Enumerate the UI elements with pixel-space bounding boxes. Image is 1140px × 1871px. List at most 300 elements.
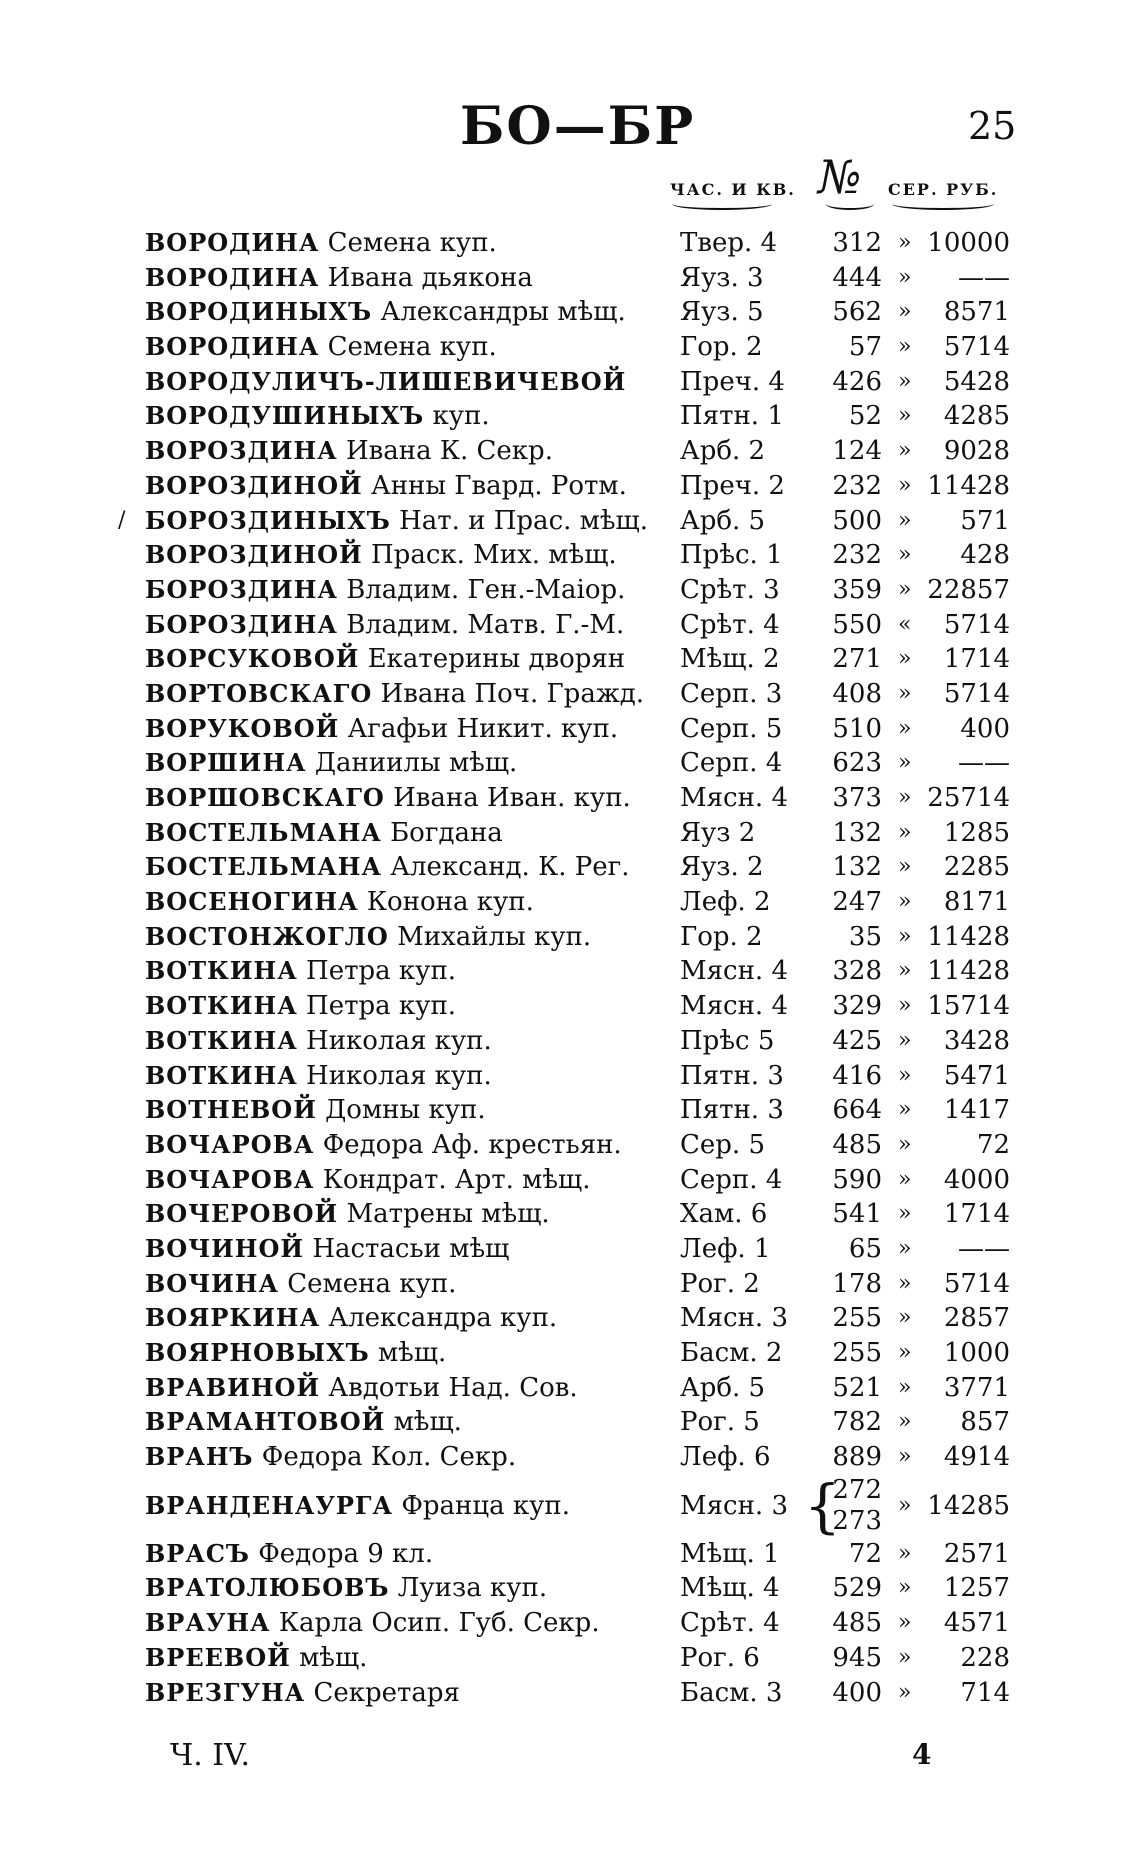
entry-surname: ВОРОДИНЫХЪ (145, 297, 373, 327)
entry-number: 178 (832, 1268, 882, 1299)
entry-surname: ВРАМАНТОВОЙ (145, 1407, 386, 1437)
entry-details: Франца куп. (401, 1490, 571, 1521)
entry-number: 889 (832, 1442, 882, 1473)
entry-price: 1714 (943, 1199, 1010, 1230)
entry-part: Прѣс 5 (680, 1025, 775, 1056)
entry-name (145, 365, 626, 400)
entry-price: 4285 (943, 401, 1010, 432)
list-item (0, 1059, 1140, 1094)
entry-number: 521 (832, 1372, 882, 1403)
entry-separator: » (898, 299, 912, 325)
entry-details: Домны куп. (325, 1095, 486, 1126)
entry-details: Богдана (390, 817, 503, 848)
entry-name (145, 1232, 509, 1267)
entry-part: Басм. 3 (680, 1677, 783, 1708)
list-item (0, 226, 1140, 261)
entry-part: Леф. 1 (680, 1233, 771, 1264)
entry-details: Нат. и Прас. мѣщ. (399, 505, 648, 536)
entry-details: Владим. Ген.-Маіор. (346, 574, 626, 605)
entry-number: 232 (832, 540, 882, 571)
list-item (0, 850, 1140, 885)
page-title: БО—БР (460, 96, 696, 157)
entry-part: Леф. 6 (680, 1442, 771, 1473)
list-item (0, 920, 1140, 955)
entry-surname: ВОСЕНОГИНА (145, 887, 359, 917)
list-item (0, 1471, 1140, 1540)
list-item (0, 399, 1140, 434)
entry-surname: ВОЯРКИНА (145, 1303, 321, 1333)
entry-price: 4571 (943, 1608, 1010, 1639)
entry-number: 329 (832, 991, 882, 1022)
entry-separator: » (898, 1610, 912, 1636)
entry-surname: ВОСТЕЛЬМАНА (145, 817, 382, 847)
entry-part: Арб. 5 (680, 1372, 766, 1403)
entry-surname: ВРАВИНОЙ (145, 1372, 321, 1402)
list-item (0, 608, 1140, 643)
entry-surname: ВОЧИНА (145, 1268, 280, 1298)
entry-name (145, 1475, 570, 1537)
list-item (0, 1676, 1140, 1711)
entry-price: 2285 (943, 852, 1010, 883)
entry-part: Рог. 5 (680, 1407, 760, 1438)
entry-price: 11428 (927, 956, 1010, 987)
entry-price: 571 (960, 505, 1010, 536)
entry-part: Рог. 6 (680, 1642, 760, 1673)
list-item (0, 1267, 1140, 1302)
entry-separator: » (898, 1492, 912, 1518)
list-item (0, 538, 1140, 573)
entry-number: 65 (848, 1233, 882, 1264)
entry-number: 485 (832, 1129, 882, 1160)
entry-separator: » (898, 1131, 912, 1157)
entry-details: Ивана Иван. куп. (393, 783, 631, 813)
entry-price: 4914 (943, 1442, 1010, 1473)
entry-separator: » (898, 854, 912, 880)
entry-surname: ВОТКИНА (145, 1025, 298, 1055)
entry-price: 714 (960, 1677, 1010, 1708)
entry-part: Мясн. 3 (680, 1303, 788, 1334)
entry-details: Александ. К. Рег. (390, 852, 630, 883)
entry-part: Басм. 2 (680, 1338, 783, 1368)
entry-name (145, 920, 591, 955)
entry-price: 8571 (943, 297, 1010, 328)
entry-price: 25714 (927, 783, 1010, 813)
list-item (0, 1093, 1140, 1128)
entry-surname: ВРЕЗГУНА (145, 1677, 306, 1707)
entry-details: Федора Аф. крестьян. (322, 1129, 622, 1160)
entry-part: Срѣт. 3 (680, 574, 780, 605)
entry-price: 72 (976, 1129, 1010, 1160)
entry-number: 247 (832, 887, 882, 918)
entry-number: 255 (832, 1338, 882, 1368)
entry-surname: БОРОЗДИНА (145, 574, 338, 604)
entry-number: 444 (832, 262, 882, 293)
column-header-number: № (818, 150, 862, 204)
entry-details: Николая куп. (306, 1060, 492, 1091)
list-item (0, 330, 1140, 365)
entry-separator: » (898, 785, 912, 810)
entry-separator: » (898, 646, 912, 672)
entry-part: Преч. 4 (680, 366, 785, 397)
list-item (0, 954, 1140, 989)
entry-part: Хам. 6 (680, 1199, 768, 1230)
entry-details: Николая куп. (306, 1025, 492, 1056)
entry-details: Петра куп. (306, 956, 457, 987)
curly-brace: { (804, 1471, 841, 1540)
entry-surname: ВОРСУКОВОЙ (145, 644, 360, 674)
entry-surname: ВОРОДИНА (145, 332, 320, 362)
list-item (0, 1301, 1140, 1336)
entry-details: Федора 9 кл. (258, 1538, 434, 1569)
entry-name (145, 1301, 557, 1336)
entry-details: мѣщ. (377, 1338, 447, 1368)
entry-separator: » (898, 1679, 912, 1705)
entry-part: Преч. 2 (680, 470, 785, 501)
entry-details: Федора Кол. Секр. (261, 1442, 517, 1473)
entry-number: 541 (832, 1199, 882, 1230)
entry-number: 408 (832, 678, 882, 709)
entry-number: 373 (832, 783, 882, 813)
entry-part: Сер. 5 (680, 1129, 765, 1160)
entry-part: Мѣщ. 1 (680, 1538, 780, 1569)
list-item (0, 816, 1140, 851)
entry-details: Михайлы куп. (397, 921, 592, 952)
entry-part: Серп. 3 (680, 678, 783, 709)
entry-surname: ВОЧАРОВА (145, 1129, 315, 1159)
list-item (0, 1128, 1140, 1163)
entry-surname: ВОРОЗДИНОЙ (145, 470, 363, 500)
entry-price: —— (958, 262, 1010, 293)
entry-number: 232 (832, 470, 882, 501)
entry-part: Мѣщ. 2 (680, 644, 780, 675)
list-item (0, 677, 1140, 712)
entry-surname: ВОЧАРОВА (145, 1164, 315, 1194)
entry-price: 3771 (943, 1372, 1010, 1403)
entry-separator: » (898, 576, 912, 602)
entry-number: 328 (832, 956, 882, 987)
entry-number: 72 (848, 1538, 882, 1569)
entry-price: 5714 (943, 678, 1010, 709)
entry-separator: » (898, 1062, 912, 1088)
entry-number: 510 (832, 713, 882, 744)
entry-details: Ивана Поч. Гражд. (380, 678, 645, 709)
entry-price: 4000 (943, 1164, 1010, 1195)
column-header-part: ЧАС. И КВ. (670, 180, 796, 199)
entry-name (145, 1024, 492, 1059)
entry-part: Срѣт. 4 (680, 609, 780, 640)
entry-price: 228 (960, 1642, 1010, 1673)
entry-details: Александра куп. (328, 1303, 558, 1334)
list-item (0, 1641, 1140, 1676)
entry-details: Семена куп. (327, 332, 497, 363)
entry-price: 11428 (927, 470, 1010, 501)
entry-number: 52 (848, 401, 882, 432)
entry-separator: » (898, 715, 912, 741)
entry-number: 132 (832, 852, 882, 883)
entry-separator: » (898, 507, 912, 533)
entry-price: 2857 (943, 1303, 1010, 1334)
entry-surname: ВОРОЗДИНА (145, 436, 338, 466)
entry-number: 255 (832, 1303, 882, 1334)
list-item (0, 1440, 1140, 1475)
entry-price: 400 (960, 713, 1010, 744)
entry-separator: » (898, 403, 912, 429)
entry-separator: » (898, 472, 912, 498)
entry-details: Ивана К. Секр. (345, 436, 553, 467)
entry-surname: ВРАНЪ (145, 1442, 254, 1472)
entry-details: Даниилы мѣщ. (314, 748, 518, 779)
entry-details: Луиза куп. (397, 1573, 548, 1604)
entry-price: 2571 (943, 1538, 1010, 1569)
entry-separator: » (898, 819, 912, 845)
entry-surname: ВОРОЗДИНОЙ (145, 540, 363, 570)
entry-part: Серп. 4 (680, 1164, 783, 1195)
entry-price: 857 (960, 1407, 1010, 1438)
footer-sheet-number: 4 (912, 1738, 932, 1771)
entry-name (145, 642, 625, 677)
entry-separator: » (898, 1340, 912, 1365)
entry-number: 35 (848, 921, 882, 952)
entry-price: 15714 (927, 991, 1010, 1022)
entry-surname: БОРОЗДИНА (145, 609, 338, 639)
entry-part: Твер. 4 (680, 228, 778, 258)
list-item (0, 1371, 1140, 1406)
entry-details: мѣщ. (393, 1407, 462, 1438)
entry-part: Яуз 2 (680, 817, 756, 848)
entry-surname: ВОРОДУЛИЧЪ-ЛИШЕВИЧЕВОЙ (145, 366, 627, 396)
entry-details: Анны Гвард. Ротм. (371, 470, 627, 501)
entry-surname: ВОСТОНЖОГЛО (145, 921, 389, 951)
entry-price: 5428 (943, 366, 1010, 397)
entry-details: Екатерины дворян (367, 644, 626, 675)
entry-price: —— (958, 1233, 1010, 1264)
entry-details: Семена куп. (327, 228, 497, 258)
list-item (0, 781, 1140, 816)
entry-name (145, 1606, 600, 1641)
entry-details: Ивана дьякона (327, 262, 533, 293)
entry-price: —— (958, 748, 1010, 779)
entry-separator: » (898, 1201, 912, 1227)
entry-surname: ВРАУНА (145, 1608, 271, 1638)
entry-separator: » (898, 438, 912, 464)
entry-surname: ВОРОДУШИНЫХЪ (145, 401, 425, 431)
entry-name (145, 781, 631, 816)
entry-surname: ВРАСЪ (145, 1538, 250, 1568)
entry-details: Петра куп. (306, 991, 457, 1022)
entry-separator: » (898, 1374, 912, 1400)
entry-name (145, 538, 617, 573)
entry-separator: » (898, 1027, 912, 1053)
entry-name (145, 1571, 547, 1606)
entry-number: 272 (832, 1474, 882, 1505)
entry-surname: ВОТКИНА (145, 956, 298, 986)
entry-number: 400 (832, 1677, 882, 1708)
entry-separator: » (898, 334, 912, 360)
list-item (0, 504, 1140, 539)
list-item (0, 434, 1140, 469)
entry-part: Прѣс. 1 (680, 540, 783, 571)
entry-details: Настасьи мѣщ (312, 1233, 510, 1264)
entry-number: 426 (832, 366, 882, 397)
brace-divider (892, 198, 994, 210)
entry-price: 1257 (943, 1573, 1010, 1604)
entry-details: Матрены мѣщ. (346, 1199, 550, 1230)
entry-surname: ВОРОДИНА (145, 228, 320, 257)
list-item (0, 1232, 1140, 1267)
entry-number: 132 (832, 817, 882, 848)
brace-divider (826, 198, 874, 210)
entry-part: Арб. 5 (680, 505, 766, 536)
entry-number: 664 (832, 1095, 882, 1126)
entry-name (145, 1267, 456, 1302)
entry-separator: » (898, 958, 912, 984)
entry-name (145, 330, 497, 365)
entry-number: 312 (832, 228, 882, 258)
list-item (0, 469, 1140, 504)
entry-number: 500 (832, 505, 882, 536)
list-item (0, 365, 1140, 400)
entry-price: 428 (960, 540, 1010, 571)
entry-surname: ВОЯРНОВЫХЪ (145, 1338, 370, 1367)
entry-name (145, 295, 626, 330)
entry-number: 782 (832, 1407, 882, 1438)
entry-surname: БОРОЗДИНЫХЪ (145, 505, 391, 535)
entry-part: Яуз. 5 (680, 297, 764, 328)
list-item (0, 1197, 1140, 1232)
entry-number: 485 (832, 1608, 882, 1639)
entry-number: 590 (832, 1164, 882, 1195)
entry-separator: » (898, 923, 912, 949)
entry-part: Мясн. 4 (680, 783, 788, 813)
entry-part: Пятн. 3 (680, 1095, 784, 1126)
list-item (0, 1606, 1140, 1641)
entry-separator: » (898, 1270, 912, 1296)
entry-name (145, 1336, 446, 1371)
entry-separator: « (898, 611, 912, 637)
entry-part: Яуз. 2 (680, 852, 764, 883)
entry-surname: ВОРШИНА (145, 748, 307, 778)
entry-separator: » (898, 1644, 912, 1670)
column-header-price: СЕР. РУБ. (888, 180, 999, 199)
entry-surname: ВОРТОВСКАГО (145, 678, 373, 708)
entry-name (145, 399, 490, 434)
list-item (0, 1571, 1140, 1606)
entry-details: Секретаря (313, 1677, 460, 1708)
entry-name (145, 1405, 462, 1440)
list-item (0, 989, 1140, 1024)
entry-name (145, 434, 553, 469)
entry-part: Серп. 5 (680, 713, 783, 744)
entry-number: 550 (832, 609, 882, 640)
entry-part: Гор. 2 (680, 921, 763, 952)
entries-list (0, 226, 1140, 1710)
entry-name (145, 1371, 578, 1406)
entry-name (145, 1676, 460, 1711)
entry-number: 945 (832, 1642, 882, 1673)
entry-price: 10000 (927, 228, 1010, 258)
entry-separator: » (898, 1540, 912, 1566)
entry-separator: » (898, 1305, 912, 1331)
entry-details: куп. (432, 401, 490, 432)
entry-price: 3428 (943, 1025, 1010, 1056)
entry-number: 425 (832, 1025, 882, 1056)
page-number: 25 (968, 104, 1017, 148)
entry-details: Агафьи Никит. куп. (347, 713, 619, 744)
entry-details: Авдотьи Над. Сов. (328, 1372, 578, 1403)
entry-number: 271 (832, 644, 882, 675)
entry-surname: ВРЕЕВОЙ (145, 1642, 291, 1672)
entry-details: Владим. Матв. Г.-М. (346, 609, 625, 640)
entry-part: Срѣт. 4 (680, 1608, 780, 1639)
entry-name (145, 989, 456, 1024)
entry-price: 5471 (943, 1060, 1010, 1091)
entry-name (145, 677, 644, 712)
entry-price: 11428 (927, 921, 1010, 952)
footer-signature: Ч. IV. (170, 1738, 251, 1773)
entry-name (145, 608, 624, 643)
entry-surname: ВОЧЕРОВОЙ (145, 1199, 339, 1229)
entry-part: Рог. 2 (680, 1268, 760, 1299)
entry-name (145, 1093, 486, 1128)
entry-surname: ВОТКИНА (145, 1060, 298, 1090)
entry-separator: » (898, 368, 912, 394)
brace-divider (672, 198, 772, 210)
margin-mark: / (118, 507, 126, 533)
entry-name (145, 1197, 550, 1232)
list-item (0, 261, 1140, 296)
entry-separator: » (898, 750, 912, 776)
entry-name (145, 1128, 622, 1163)
entry-separator: » (898, 1575, 912, 1601)
entry-name (145, 226, 497, 261)
entry-number: 124 (832, 436, 882, 467)
entry-name (145, 954, 456, 989)
entry-name (145, 850, 630, 885)
entry-name (145, 712, 618, 747)
entry-part: Арб. 2 (680, 436, 766, 467)
entry-details: Карла Осип. Губ. Секр. (278, 1608, 600, 1639)
entry-part: Гор. 2 (680, 332, 763, 363)
entry-price: 9028 (943, 436, 1010, 467)
entry-name (145, 746, 517, 781)
entry-separator: » (898, 1444, 912, 1470)
list-item (0, 1163, 1140, 1198)
entry-surname: ВОРОДИНА (145, 262, 320, 292)
entry-number: 359 (832, 574, 882, 605)
list-item (0, 746, 1140, 781)
entry-surname: ВРАТОЛЮБОВЪ (145, 1573, 390, 1603)
entry-name (145, 261, 533, 296)
entry-price: 5714 (943, 1268, 1010, 1299)
entry-number: 57 (848, 332, 882, 363)
entry-part: Пятн. 1 (680, 401, 784, 432)
entry-number: 529 (832, 1573, 882, 1604)
entry-details: Кондрат. Арт. мѣщ. (322, 1164, 591, 1195)
entry-separator: » (898, 542, 912, 568)
entry-part: Мясн. 3 (680, 1490, 788, 1521)
entry-part: Мясн. 4 (680, 956, 788, 987)
list-item (0, 295, 1140, 330)
entry-details: Семена куп. (287, 1268, 457, 1299)
entry-price: 5714 (943, 609, 1010, 640)
entry-surname: ВОТКИНА (145, 991, 298, 1021)
entry-details: Александры мѣщ. (380, 297, 626, 328)
entry-separator: » (898, 1235, 912, 1261)
entry-name (145, 1059, 492, 1094)
entry-part: Пятн. 3 (680, 1060, 784, 1091)
list-item (0, 573, 1140, 608)
entry-name (145, 573, 625, 608)
